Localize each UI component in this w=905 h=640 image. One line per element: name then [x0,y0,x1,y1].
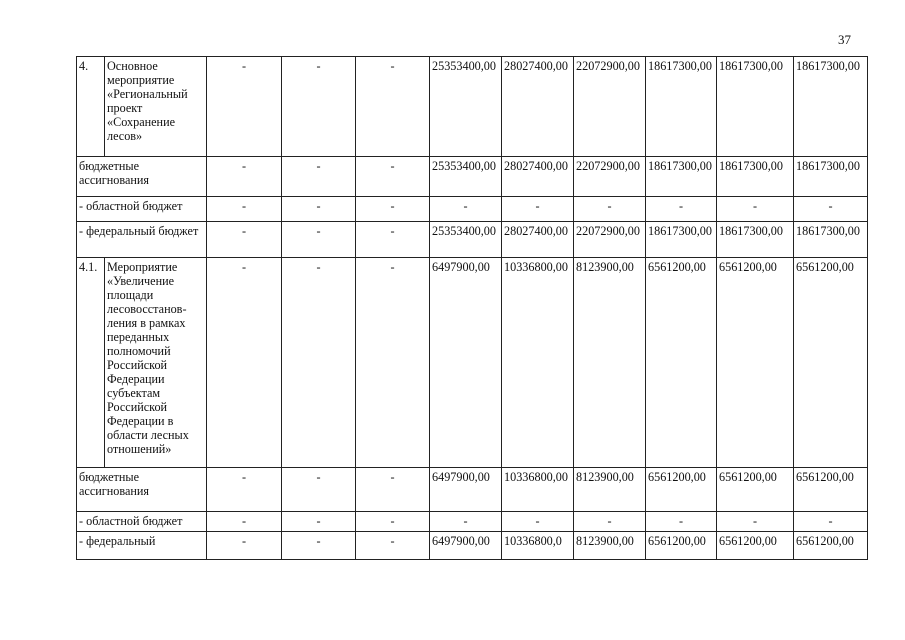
table-row-subtotal [77,468,868,512]
amount-cell: 6561200,00 [646,258,717,468]
amount-cell: 6561200,00 [794,258,868,468]
amount-cell: 22072900,00 [574,57,646,157]
amount-cell: - [794,512,868,532]
amount-cell: - [717,197,794,222]
empty-value-cell: - [356,532,430,560]
amount-cell: 8123900,00 [574,532,646,560]
empty-value-cell: - [207,197,282,222]
amount-cell: 18617300,00 [646,222,717,258]
amount-cell: 6497900,00 [430,532,502,560]
amount-cell: - [502,197,574,222]
empty-value-cell: - [282,532,356,560]
funding-source-label: - федеральный бюджет [77,222,207,258]
amount-cell: 10336800,00 [502,258,574,468]
amount-cell: 6497900,00 [430,468,502,512]
empty-value-cell: - [282,222,356,258]
empty-value-cell: - [282,157,356,197]
empty-value-cell: - [207,258,282,468]
amount-cell: - [646,197,717,222]
amount-cell: 18617300,00 [794,57,868,157]
empty-value-cell: - [207,222,282,258]
amount-cell: - [717,512,794,532]
funding-source-label: - федеральный [77,532,207,560]
amount-cell: 22072900,00 [574,222,646,258]
empty-value-cell: - [207,468,282,512]
page-number: 37 [838,32,851,47]
amount-cell: 6561200,00 [794,468,868,512]
amount-cell: 18617300,00 [717,157,794,197]
amount-cell: 18617300,00 [646,57,717,157]
amount-cell: 28027400,00 [502,222,574,258]
amount-cell: 18617300,00 [794,222,868,258]
amount-cell: 25353400,00 [430,57,502,157]
amount-cell: 22072900,00 [574,157,646,197]
row-number-cell: 4.1. [77,258,105,468]
empty-value-cell: - [356,197,430,222]
amount-cell: 10336800,00 [502,468,574,512]
activity-name-cell: Мероприятие «Увеличение площади лесовосстанов-ления в рамках переданных полномочий Российской Федерации субъектам Российской Федерации в области лесных отношений» [105,258,207,468]
amount-cell: - [574,512,646,532]
amount-cell: 18617300,00 [717,222,794,258]
amount-cell: 18617300,00 [717,57,794,157]
amount-cell: 6561200,00 [646,468,717,512]
empty-value-cell: - [356,468,430,512]
amount-cell: - [646,512,717,532]
empty-value-cell: - [282,57,356,157]
amount-cell: 25353400,00 [430,157,502,197]
amount-cell: 6561200,00 [794,532,868,560]
activity-name-cell: Основное мероприятие «Региональный проект «Сохранение лесов» [105,57,207,157]
table-row-subtotal [77,157,868,197]
funding-source-label: - областной бюджет [77,512,207,532]
empty-value-cell: - [356,258,430,468]
amount-cell: 6561200,00 [646,532,717,560]
row-number-cell: 4. [77,57,105,157]
amount-cell: 28027400,00 [502,157,574,197]
amount-cell: 6561200,00 [717,468,794,512]
amount-cell: - [794,197,868,222]
empty-value-cell: - [356,512,430,532]
funding-source-label: - областной бюджет [77,197,207,222]
amount-cell: 18617300,00 [646,157,717,197]
amount-cell: 18617300,00 [794,157,868,197]
amount-cell: 25353400,00 [430,222,502,258]
empty-value-cell: - [282,512,356,532]
empty-value-cell: - [207,532,282,560]
empty-value-cell: - [282,258,356,468]
empty-value-cell: - [207,512,282,532]
empty-value-cell: - [282,197,356,222]
amount-cell: - [574,197,646,222]
amount-cell: 28027400,00 [502,57,574,157]
table-row-item [77,57,868,157]
funding-source-label: бюджетные ассигнования [77,468,207,512]
empty-value-cell: - [207,57,282,157]
amount-cell: - [430,197,502,222]
empty-value-cell: - [207,157,282,197]
empty-value-cell: - [282,468,356,512]
empty-value-cell: - [356,222,430,258]
table-row-subtotal [77,197,868,222]
amount-cell: 8123900,00 [574,468,646,512]
amount-cell: 6561200,00 [717,258,794,468]
amount-cell: 10336800,0 [502,532,574,560]
amount-cell: - [430,512,502,532]
empty-value-cell: - [356,157,430,197]
funding-source-label: бюджетные ассигнования [77,157,207,197]
table-row-subtotal [77,512,868,532]
budget-table [76,56,868,560]
amount-cell: 8123900,00 [574,258,646,468]
amount-cell: - [502,512,574,532]
table-row-subtotal [77,532,868,560]
empty-value-cell: - [356,57,430,157]
table-row-item [77,258,868,468]
amount-cell: 6497900,00 [430,258,502,468]
table-row-subtotal [77,222,868,258]
amount-cell: 6561200,00 [717,532,794,560]
